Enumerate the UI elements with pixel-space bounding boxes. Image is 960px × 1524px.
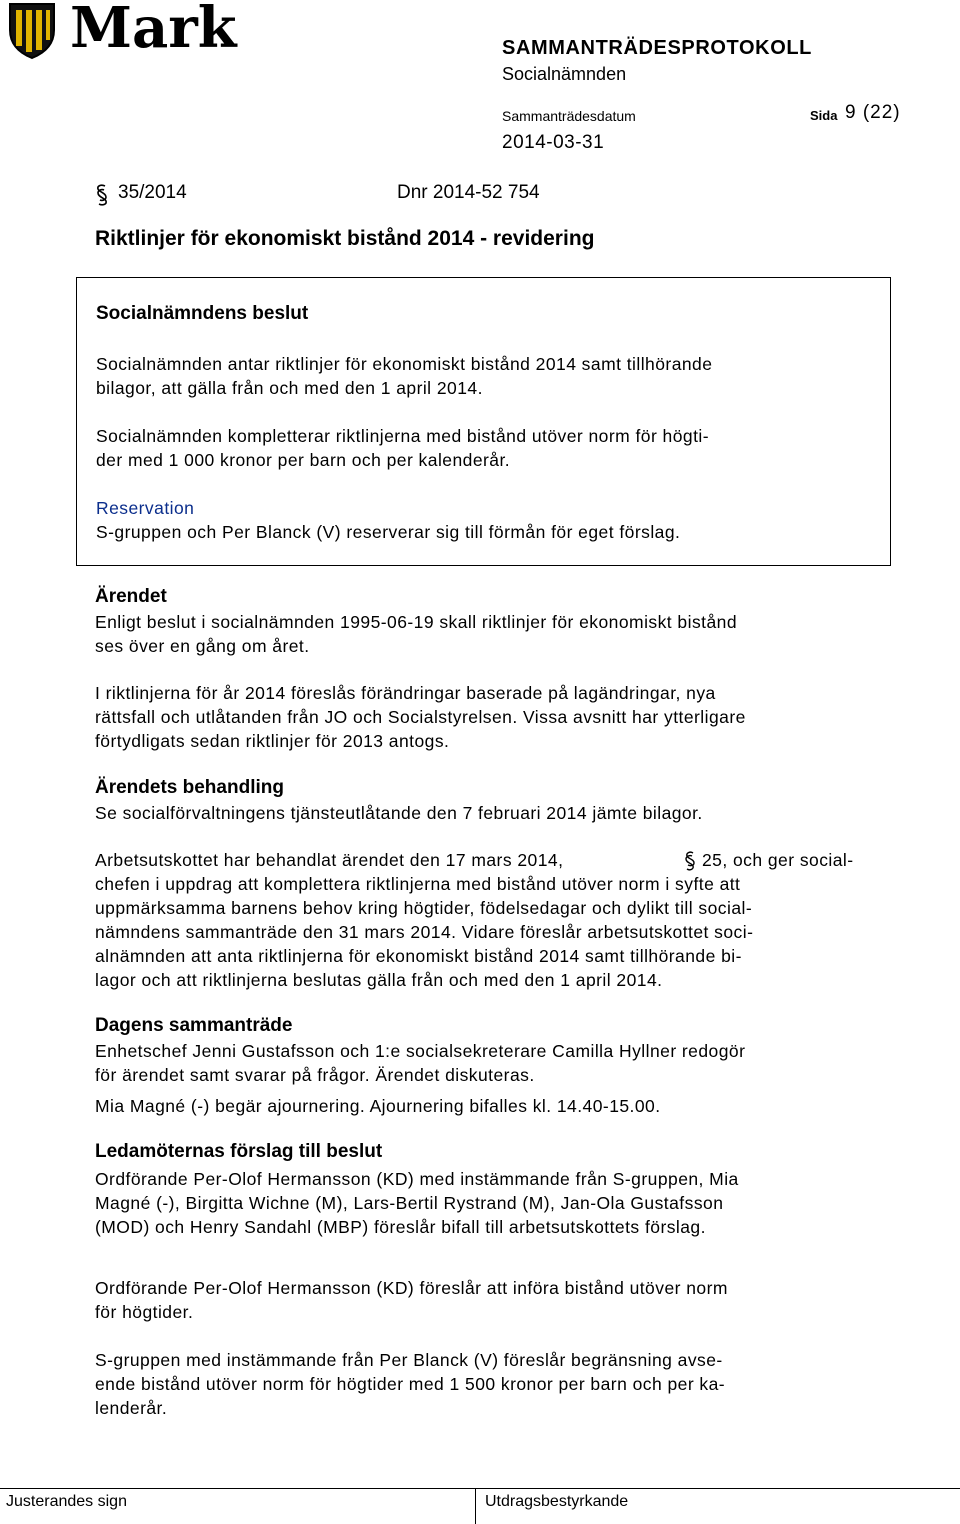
body-line: nämndens sammanträde den 31 mars 2014. Vidare föreslår arbetsutskottet soci-	[95, 922, 754, 942]
section-sign-icon	[92, 183, 112, 207]
municipality-logo	[2, 0, 237, 62]
body-line: Enligt beslut i socialnämnden 1995-06-19 skall riktlinjer för ekonomiskt bistånd	[95, 612, 738, 632]
body-line: Arbetsutskottet har behandlat ärendet den 17 mars 2014,	[95, 850, 564, 870]
committee-name: Socialnämnden	[502, 64, 627, 84]
page-number: 9 (22)	[845, 102, 901, 123]
reservation-text: S-gruppen och Per Blanck (V) reserverar sig till förmån för eget förslag.	[96, 522, 681, 542]
case-number: 35/2014	[118, 182, 187, 203]
case-dnr: Dnr 2014-52 754	[397, 182, 540, 203]
body-line: Magné (-), Birgitta Wichne (M), Lars-Bertil Rystrand (M), Jan-Ola Gustafsson	[95, 1193, 724, 1213]
decision-line: Socialnämnden kompletterar riktlinjerna med bistånd utöver norm för högti-	[96, 426, 710, 446]
body-line: 25, och ger social-	[702, 850, 854, 870]
body-line: chefen i uppdrag att komplettera riktlinjerna med bistånd utöver norm i syfte att	[95, 874, 741, 894]
arendet-heading: Ärendet	[95, 586, 167, 607]
body-line: Ordförande Per-Olof Hermansson (KD) med instämmande från S-gruppen, Mia	[95, 1169, 739, 1189]
body-line: rättsfall och utlåtanden från JO och Socialstyrelsen. Vissa avsnitt har ytterligare	[95, 707, 746, 727]
body-line: förtydligats sedan riktlinjer för 2013 antogs.	[95, 731, 450, 751]
reservation-label: Reservation	[96, 498, 195, 518]
body-line: för högtider.	[95, 1302, 194, 1322]
body-line: (MOD) och Henry Sandahl (MBP) föreslår bifall till arbetsutskottets förslag.	[95, 1217, 706, 1237]
footer-extract-label: Utdragsbestyrkande	[485, 1493, 629, 1510]
body-line: lagor och att riktlinjerna beslutas gälla från och med den 1 april 2014.	[95, 970, 663, 990]
case-title: Riktlinjer för ekonomiskt bistånd 2014 - revidering	[95, 227, 595, 250]
body-line: S-gruppen med instämmande från Per Blanck (V) föreslår begränsning avse-	[95, 1350, 723, 1370]
footer-divider	[475, 1488, 476, 1524]
protocol-title: SAMMANTRÄDESPROTOKOLL	[502, 37, 813, 59]
page-label: Sida	[810, 108, 838, 123]
body-line: Ordförande Per-Olof Hermansson (KD) föreslår att införa bistånd utöver norm	[95, 1278, 728, 1298]
body-line: Se socialförvaltningens tjänsteutlåtande den 7 februari 2014 jämte bilagor.	[95, 803, 703, 823]
dagens-heading: Dagens sammanträde	[95, 1015, 293, 1036]
logo-wordmark: Mark	[70, 0, 237, 61]
decision-line: bilagor, att gälla från och med den 1 april 2014.	[96, 378, 483, 398]
behandling-heading: Ärendets behandling	[95, 777, 284, 798]
body-line: Enhetschef Jenni Gustafsson och 1:e socialsekreterare Camilla Hyllner redogör	[95, 1041, 746, 1061]
section-sign-icon	[683, 850, 697, 872]
decision-line: der med 1 000 kronor per barn och per kalenderår.	[96, 450, 511, 470]
meeting-date: 2014-03-31	[502, 132, 605, 153]
decision-line: Socialnämnden antar riktlinjer för ekonomiskt bistånd 2014 samt tillhörande	[96, 354, 713, 374]
body-line: lenderår.	[95, 1398, 168, 1418]
footer-sign-label: Justerandes sign	[6, 1493, 127, 1510]
forslag-heading: Ledamöternas förslag till beslut	[95, 1141, 383, 1162]
body-line: uppmärksamma barnens behov kring högtider, födelsedagar och dylikt till social-	[95, 898, 753, 918]
body-line: ses över en gång om året.	[95, 636, 310, 656]
meeting-date-label: Sammanträdesdatum	[502, 108, 636, 124]
body-line: ende bistånd utöver norm för högtider med 1 500 kronor per barn och per ka-	[95, 1374, 726, 1394]
coat-of-arms-icon	[2, 0, 62, 60]
body-line: Mia Magné (-) begär ajournering. Ajournering bifalles kl. 14.40-15.00.	[95, 1096, 661, 1116]
footer-rule	[0, 1488, 960, 1489]
body-line: för ärendet samt svarar på frågor. Ärendet diskuteras.	[95, 1065, 535, 1085]
decision-box	[76, 277, 891, 566]
body-line: alnämnden att anta riktlinjerna för ekonomiskt bistånd 2014 samt tillhörande bi-	[95, 946, 742, 966]
body-line: I riktlinjerna för år 2014 föreslås förändringar baserade på lagändringar, nya	[95, 683, 716, 703]
decision-heading: Socialnämndens beslut	[96, 303, 309, 324]
